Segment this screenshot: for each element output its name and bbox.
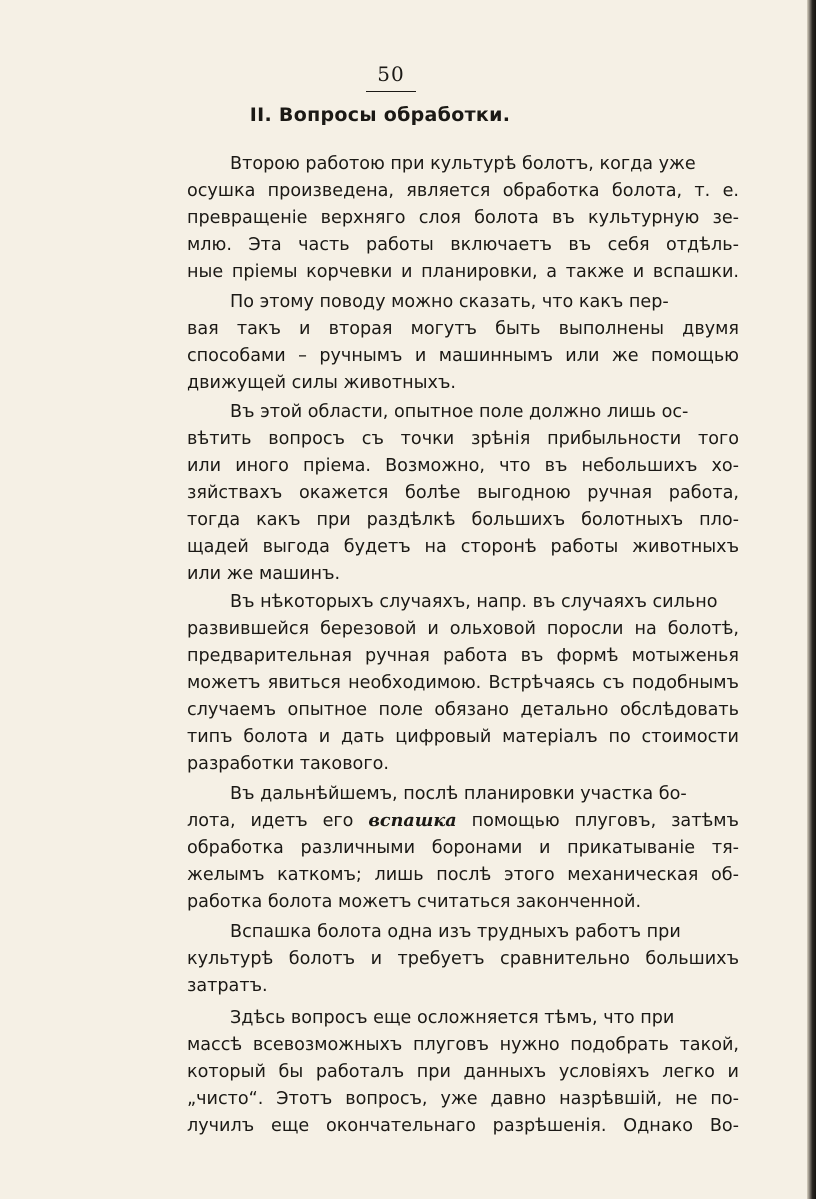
text-line: или иного пріема. Возможно, что въ небольшихъ хо-	[187, 456, 739, 476]
text-line: массѣ всевозможныхъ плуговъ нужно подобрать такой,	[187, 1035, 739, 1055]
text-line: зяйствахъ окажется болѣе выгодною ручная работа,	[187, 483, 739, 503]
text-line: вѣтить вопросъ съ точки зрѣнія прибыльности того	[187, 429, 739, 449]
page-number: 50	[377, 62, 405, 86]
text-line: затратъ.	[187, 976, 268, 996]
text-line: Здѣсь вопросъ еще осложняется тѣмъ, что при	[230, 1008, 675, 1028]
text-line: обработка различными боронами и прикатываніе тя-	[187, 838, 739, 858]
text-line: млю. Эта часть работы включаетъ въ себя отдѣль-	[187, 235, 739, 255]
book-binding-edge	[807, 0, 816, 1199]
page-number-rule	[366, 91, 416, 92]
text-line: осушка произведена, является обработка болота, т. е.	[187, 181, 739, 201]
text-line: или же машинъ.	[187, 564, 341, 584]
text-run: помощью плуговъ, затѣмъ	[456, 811, 739, 831]
text-line: превращеніе верхняго слоя болота въ культурную зе-	[187, 208, 739, 228]
text-line: предварительная ручная работа въ формѣ мотыженья	[187, 646, 739, 666]
text-line: По этому поводу можно сказать, что какъ пер-	[230, 292, 669, 312]
text-line: движущей силы животныхъ.	[187, 373, 456, 393]
text-line: желымъ каткомъ; лишь послѣ этого механическая об-	[187, 865, 739, 885]
text-line: Въ нѣкоторыхъ случаяхъ, напр. въ случаяхъ сильно	[230, 592, 718, 612]
section-title: II. Вопросы обработки.	[249, 104, 511, 126]
text-line: тогда какъ при раздѣлкѣ большихъ болотныхъ пло-	[187, 510, 739, 530]
text-line: Второю работою при культурѣ болотъ, когда уже	[230, 154, 696, 174]
text-line: щадей выгода будетъ на сторонѣ работы животныхъ	[187, 537, 739, 557]
text-line: „чисто“. Этотъ вопросъ, уже давно назрѣвшій, не по-	[187, 1089, 739, 1109]
text-line: Въ дальнѣйшемъ, послѣ планировки участка бо-	[230, 784, 687, 804]
text-run: лота, идетъ его	[187, 811, 369, 831]
text-line: Въ этой области, опытное поле должно лишь ос-	[230, 402, 689, 422]
text-line: работка болота можетъ считаться законченной.	[187, 892, 642, 912]
text-line: можетъ явиться необходимою. Встрѣчаясь съ подобнымъ	[187, 673, 739, 693]
text-line: который бы работалъ при данныхъ условіяхъ легко и	[187, 1062, 739, 1082]
text-line: Вспашка болота одна изъ трудныхъ работъ при	[230, 922, 681, 942]
text-line: ные пріемы корчевки и планировки, а также и вспашки.	[187, 262, 739, 282]
text-line: вая такъ и вторая могутъ быть выполнены двумя	[187, 319, 739, 339]
text-line: культурѣ болотъ и требуетъ сравнительно большихъ	[187, 949, 739, 969]
emphasized-word: вспашка	[368, 810, 457, 831]
text-line-with-emphasis	[187, 806, 739, 836]
text-line: разработки такового.	[187, 754, 389, 774]
text-line: случаемъ опытное поле обязано детально обслѣдовать	[187, 700, 739, 720]
text-line: типъ болота и дать цифровый матеріалъ по стоимости	[187, 727, 739, 747]
text-line: способами – ручнымъ и машиннымъ или же помощью	[187, 346, 739, 366]
text-line: развившейся березовой и ольховой поросли на болотѣ,	[187, 619, 739, 639]
text-line: лучилъ еще окончательнаго разрѣшенія. Однако Во-	[187, 1116, 739, 1136]
